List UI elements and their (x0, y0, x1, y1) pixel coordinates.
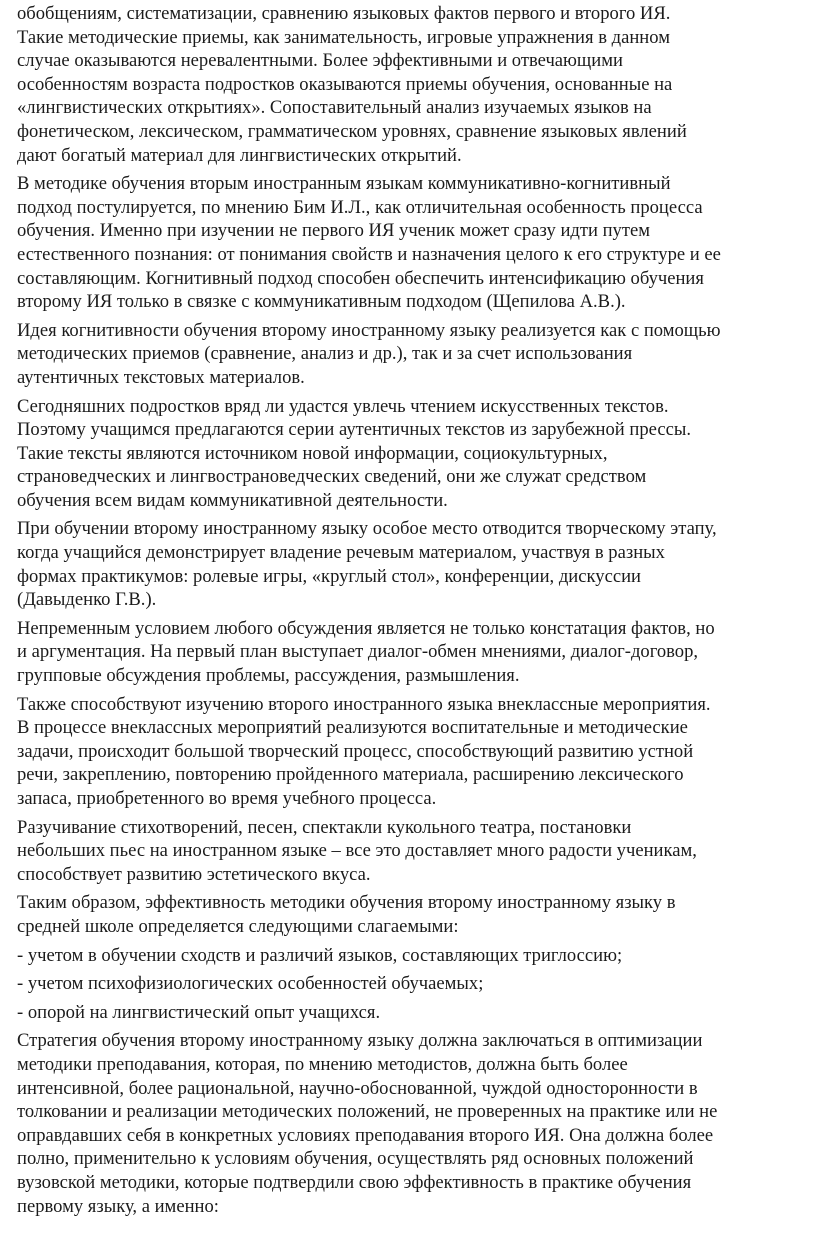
text-line: фонетическом, лексическом, грамматическом уровнях, сравнение языковых явлений (17, 120, 687, 142)
paragraph-1 (17, 2, 807, 167)
text-line: интенсивной, более рациональной, научно-обоснованной, чуждой односторонности в (17, 1077, 698, 1099)
text-line: и аргументация. На первый план выступает диалог-обмен мнениями, диалог-договор, (17, 641, 699, 663)
text-line: толковании и реализации методических положений, не проверенных на практике или не (17, 1101, 718, 1123)
text-line: Разучивание стихотворений, песен, спектакли кукольного театра, постановки (17, 816, 632, 838)
paragraph-3 (17, 319, 807, 390)
text-line: - учетом психофизиологических особенностей обучаемых; (17, 973, 484, 995)
text-line: Сегодняшних подростков вряд ли удастся увлечь чтением искусственных текстов. (17, 395, 669, 417)
list-item-2 (17, 972, 807, 996)
text-line: В процессе внеклассных мероприятий реализуются воспитательные и методические (17, 717, 688, 739)
text-line: страноведческих и лингвострановедческих сведений, они же служат средством (17, 466, 647, 488)
text-line: «лингвистических открытиях». Сопоставительный анализ изучаемых языков на (17, 97, 652, 119)
text-line: Непременным условием любого обсуждения является не только констатация фактов, но (17, 617, 715, 639)
paragraph-9 (17, 891, 807, 938)
text-line: методических приемов (сравнение, анализ и др.), так и за счет использования (17, 343, 633, 365)
text-line: случае оказываются неревалентными. Более эффективными и отвечающими (17, 50, 623, 72)
text-line: аутентичных текстовых материалов. (17, 366, 305, 388)
text-line: обучения. Именно при изучении не первого ИЯ ученик может сразу идти путем (17, 220, 650, 242)
text-line: второму ИЯ только в связке с коммуникативным подходом (Щепилова А.В.). (17, 291, 626, 313)
text-line: полно, применительно к условиям обучения, осуществлять ряд основных положений (17, 1148, 694, 1170)
text-line: первому языку, а именно: (17, 1195, 219, 1217)
text-line: средней школе определяется следующими слагаемыми: (17, 915, 459, 937)
text-line: При обучении второму иностранному языку особое место отводится творческому этапу, (17, 518, 717, 540)
text-line: способствует развитию эстетического вкуса. (17, 863, 371, 885)
text-line: В методике обучения вторым иностранным языкам коммуникативно-когнитивный (17, 173, 671, 195)
text-line: составляющим. Когнитивный подход способен обеспечить интенсификацию обучения (17, 267, 704, 289)
text-line: - учетом в обучении сходств и различий языков, составляющих триглоссию; (17, 944, 623, 966)
text-line: задачи, происходит большой творческий процесс, способствующий развитию устной (17, 740, 694, 762)
text-line: методики преподавания, которая, по мнению методистов, должна быть более (17, 1053, 628, 1075)
text-line: Такие тексты являются источником новой информации, социокультурных, (17, 442, 608, 464)
text-line: оправдавших себя в конкретных условиях преподавания второго ИЯ. Она должна более (17, 1124, 714, 1146)
list-item-3 (17, 1001, 807, 1025)
text-line: вузовской методики, которые подтвердили свою эффективность в практике обучения (17, 1171, 692, 1193)
text-line: - опорой на лингвистический опыт учащихся. (17, 1001, 381, 1023)
text-line: обобщениям, систематизации, сравнению языковых фактов первого и второго ИЯ. (17, 3, 671, 24)
text-line: запаса, приобретенного во время учебного процесса. (17, 788, 437, 809)
text-line: речи, закреплению, повторению пройденного материала, расширению лексического (17, 764, 684, 786)
text-line: Таким образом, эффективность методики обучения второму иностранному языку в (17, 892, 676, 914)
text-line: Идея когнитивности обучения второму иностранному языку реализуется как с помощью (17, 319, 721, 341)
paragraph-6 (17, 617, 807, 688)
paragraph-8 (17, 816, 807, 887)
paragraph-5 (17, 517, 807, 611)
text-line: небольших пьес на иностранном языке – все это доставляет много радости ученикам, (17, 840, 697, 862)
text-line: Такие методические приемы, как занимательность, игровые упражнения в данном (17, 26, 670, 48)
document-page (17, 2, 807, 1223)
paragraph-7 (17, 693, 807, 811)
text-line: подход постулируется, по мнению Бим И.Л., как отличительная особенность процесса (17, 196, 703, 218)
text-line: формах практикумов: ролевые игры, «круглый стол», конференции, дискуссии (17, 565, 641, 587)
paragraph-13 (17, 1029, 807, 1218)
text-line: когда учащийся демонстрирует владение речевым материалом, участвуя в разных (17, 542, 665, 564)
text-line: естественного познания: от понимания свойств и назначения целого к его структуре и ее (17, 243, 721, 265)
text-line: дают богатый материал для лингвистических открытий. (17, 144, 462, 166)
list-item-1 (17, 944, 807, 968)
text-line: обучения всем видам коммуникативной деятельности. (17, 489, 448, 511)
text-line: особенностям возраста подростков оказываются приемы обучения, основанные на (17, 73, 673, 95)
paragraph-4 (17, 395, 807, 513)
text-line: Стратегия обучения второму иностранному языку должна заключаться в оптимизации (17, 1030, 703, 1052)
paragraph-2 (17, 172, 807, 314)
text-line: групповые обсуждения проблемы, рассуждения, размышления. (17, 665, 520, 687)
text-line: Поэтому учащимся предлагаются серии аутентичных текстов из зарубежной прессы. (17, 419, 691, 441)
text-line: Также способствуют изучению второго иностранного языка внеклассные мероприятия. (17, 693, 711, 715)
text-line: (Давыденко Г.В.). (17, 589, 157, 611)
